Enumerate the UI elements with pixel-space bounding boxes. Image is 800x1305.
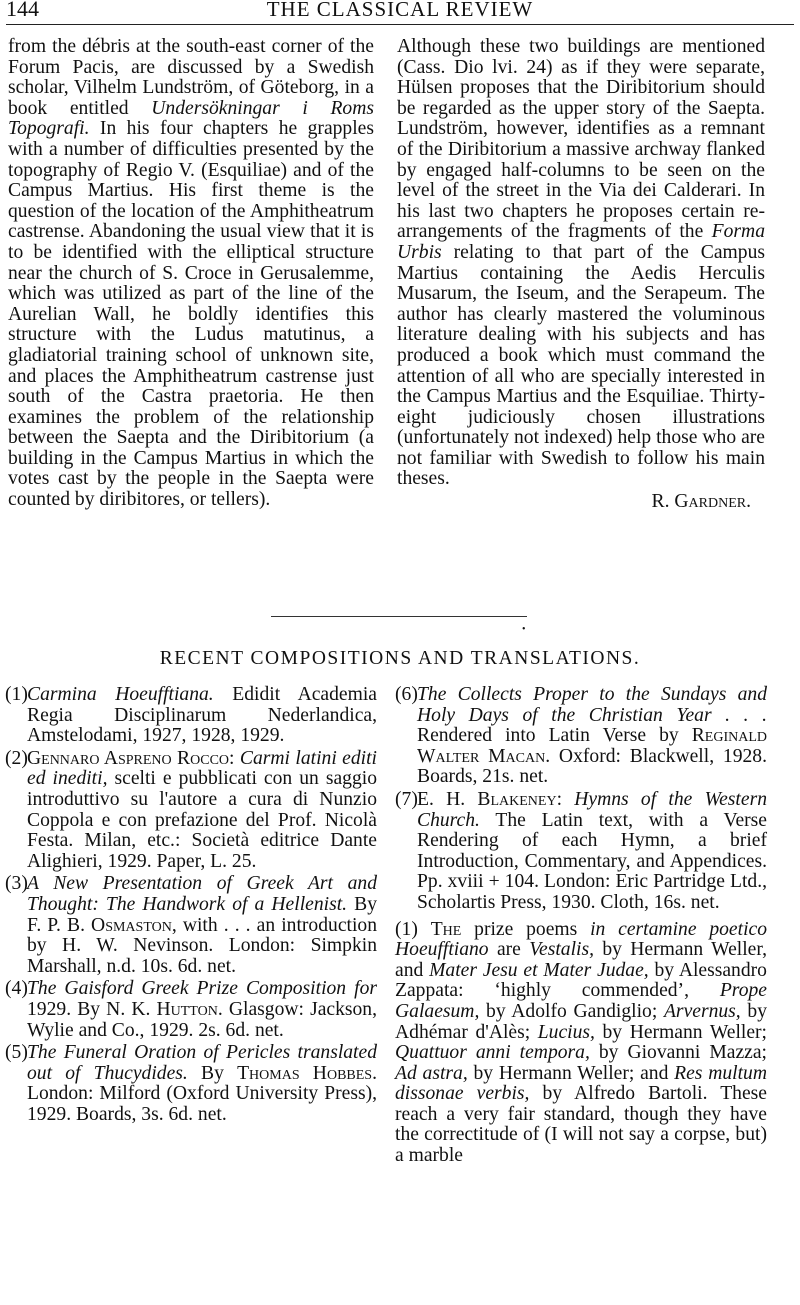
entry-4: (4) The Gaisford Greek Prize Composition for 1929. By N. K. Hutton. Glasgow: Jackson, Wylie and Co., 1929. 2s. 6d. net. bbox=[5, 978, 377, 1041]
entry-2: (2) Gennaro Aspreno Rocco: Carmi latini editi ed inediti, scelti e pubblicati con un saggio introduttivo su l'autore a cura di Nunzio Coppola e con prefazione del Prof. Nicolà Festa. Milan, etc.: Società editrice Dante Alighieri, 1929. Paper, L. 25. bbox=[5, 747, 378, 872]
running-header bbox=[6, 0, 794, 25]
discussion-paragraph: (1) The prize poems in certamine poetico Hoeufftiano are Vestalis, by Hermann Weller, and Mater Jesu et Mater Judae, by Alessandro Zappata: ‘highly commended’, Prope Galaesum, by Adolfo Gandiglio; Arvernus, by Adhémar d'Alès; Lucius, by Hermann Weller; Quattuor anni tempora, by Giovanni Mazza; Ad astra, by Hermann Weller; and Res multum dissonae verbis, by Alfredo Bartoli. These reach a very fair standard, though they have the correctitude of (I will not say a corpse, but) a marble bbox=[395, 918, 768, 1167]
entry-author: Blakeney bbox=[477, 788, 557, 810]
journal-title: THE CLASSICAL REVIEW bbox=[266, 0, 534, 21]
entry-5: (5) The Funeral Oration of Pericles translated out of Thucydides. By Thomas Hobbes. London: Milford (Oxford University Press), 1929. Boards, 3s. 6d. net. bbox=[5, 1042, 377, 1125]
review-paragraph-left: from the débris at the south-east corner of the Forum Pacis, are discussed by a Swedish scholar, Vilhelm Lundström, of Göteborg, in a book entitled Undersökningar i Roms Topografi. In his four chapters he grapples with a number of difficulties presented by the topography of Regio V. (Esquiliae) and of the Campus Martius. His first theme is the question of the location of the Amphitheatrum castrense. Abandoning the usual view that it is to be identified with the elliptical structure near the church of S. Croce in Gerusalemme, which was utilized as part of the line of the Aurelian Wall, he boldly identifies this structure with the Ludus matutinus, a gladiatorial training school of unknown site, and places the Amphitheatrum castrense just south of the Castra praetoria. He then examines the problem of the relationship between the Saepta and the Diribitorium (a building in the Campus Martius in which the votes cast by the people in the Saepta were counted by diribitores, or tellers). bbox=[8, 36, 374, 511]
entry-7: (7) E. H. Blakeney: Hymns of the Western Church. The Latin text, with a Verse Rendering of each Hymn, a brief Introduction, Commentary, and Appendices. Pp. xviii + 104. London: Eric Partridge Ltd., Scholartis Press, 1930. Cloth, 16s. net. bbox=[395, 788, 767, 913]
review-column-right bbox=[397, 37, 765, 513]
entry-author: Osmaston bbox=[91, 914, 172, 936]
section-divider bbox=[271, 616, 527, 617]
entries-column-right bbox=[395, 685, 767, 1167]
entry-1: (1) Carmina Hoeufftiana. Edidit Academia Regia Disciplinarum Nederlandica, Amstelodami, 1927, 1928, 1929. bbox=[5, 684, 377, 747]
entry-author: Reginald Walter Macan bbox=[417, 725, 767, 767]
forma-urbis-title: Forma Urbis bbox=[397, 221, 765, 263]
entry-6: (6) The Collects Proper to the Sundays and Holy Days of the Christian Year . . . Rendered into Latin Verse by Reginald Walter Macan. Oxford: Blackwell, 1928. Boards, 21s. net. bbox=[395, 684, 767, 788]
entry-author: Gennaro Aspreno Rocco bbox=[27, 747, 230, 769]
entry-3: (3) A New Presentation of Greek Art and Thought: The Handwork of a Hellenist. By F. P. B. Osmaston, with . . . an introduction by H. W. Nevinson. London: Simpkin Marshall, n.d. 10s. 6d. net. bbox=[5, 873, 378, 977]
book-title: Undersökningar i Roms Topografi. bbox=[8, 97, 374, 140]
reviewer-signature: R. Gardner. bbox=[651, 491, 751, 513]
page-number: 144 bbox=[6, 0, 39, 21]
review-paragraph-right: Although these two buildings are mentioned (Cass. Dio lvi. 24) as if they were separate, Hülsen proposes that the Diribitorium should be regarded as the upper story of the Saepta. Lundström, however, identifies as a remnant of the Diribitorium a massive archway flanked by engaged half-columns to be seen on the level of the street in the Via dei Calderari. In his last two chapters he proposes certain re-arrangements of the fragments of the Forma Urbis relating to that part of the Campus Martius containing the Aedis Herculis Musarum, the Iseum, and the Serapeum. The author has clearly mastered the voluminous literature dealing with his subjects and has produced a book which must command the attention of all who are specially interested in the Campus Martius and the Esquiliae. Thirty-eight judiciously chosen illustrations (unfortunately not indexed) help those who are not familiar with Swedish to follow his main theses. bbox=[397, 36, 765, 490]
section-title: RECENT COMPOSITIONS AND TRANSLATIONS. bbox=[159, 648, 641, 669]
entry-author: Hutton bbox=[156, 998, 218, 1020]
entry-author: Thomas Hobbes bbox=[237, 1062, 373, 1084]
review-column-left bbox=[8, 37, 374, 511]
divider-dot: • bbox=[522, 624, 526, 635]
entries-column-left bbox=[5, 685, 377, 1127]
